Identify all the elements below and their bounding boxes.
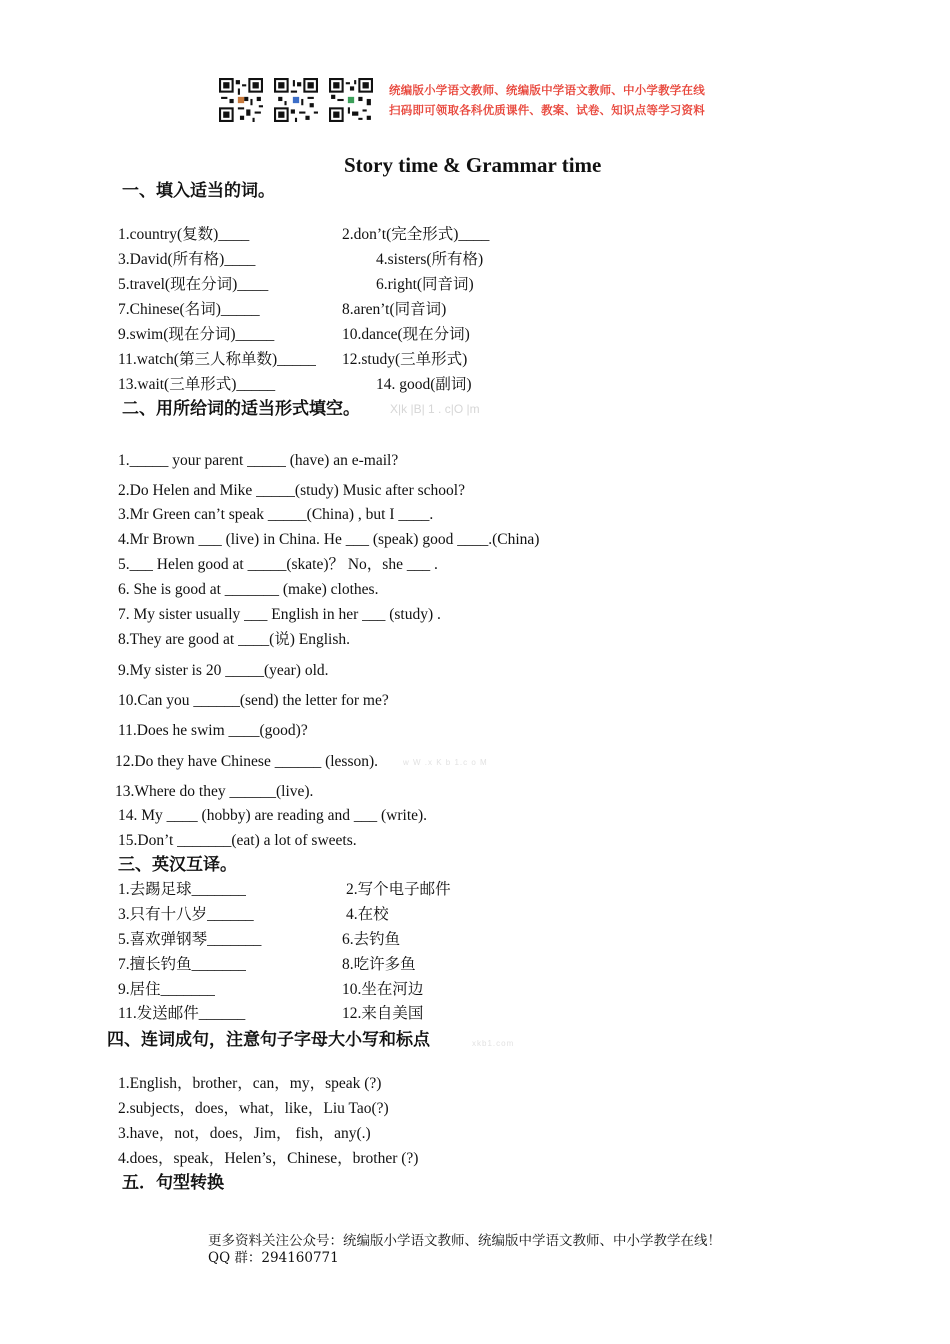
section-4-heading: 四、连词成句，注意句子字母大小写和标点 [107,1030,430,1050]
list-item: 4.does，speak，Helen’s，Chinese，brother (?) [118,1150,419,1167]
qr-code-icon [329,78,373,122]
list-item: 5.travel(现在分词)____ [118,276,269,293]
list-item: 8.aren’t(同音词) [342,301,447,318]
list-item: 3.have，not，does，Jim， fish，any(.) [118,1125,371,1142]
list-item: 1.country(复数)____ [118,226,250,243]
list-item: 11.watch(第三人称单数)_____ [118,351,316,368]
list-item: 10.Can you ______(send) the letter for me? [118,692,389,709]
list-item: 10.坐在河边 [342,981,424,998]
watermark: w W .x K b 1.c o M [403,758,488,767]
list-item: 2.don’t(完全形式)____ [342,226,490,243]
list-item: 14. My ____ (hobby) are reading and ___ (write). [118,807,428,824]
list-item: 1.去踢足球_______ [118,881,246,898]
list-item: 7.擅长钓鱼_______ [118,956,246,973]
banner-line-1: 统编版小学语文教师、统编版中学语文教师、中小学教学在线 [389,83,705,97]
list-item: 10.dance(现在分词) [342,326,470,343]
list-item: 5.喜欢弹钢琴_______ [118,931,262,948]
list-item: 1.English，brother，can，my，speak (?) [118,1075,382,1092]
list-item: 9.My sister is 20 _____(year) old. [118,662,329,679]
section-3-heading: 三、英汉互译。 [118,855,237,875]
list-item: 3.Mr Green can’t speak _____(China) , but I ____. [118,506,434,523]
list-item: 5.___ Helen good at _____(skate)？ No，she ___ . [118,556,438,573]
page-title: Story time & Grammar time [344,153,602,177]
list-item: 14. good(副词) [376,376,472,393]
list-item: 1._____ your parent _____ (have) an e-mail? [118,452,399,469]
list-item: 12.Do they have Chinese ______ (lesson). [115,753,379,770]
list-item: 6.right(同音词) [376,276,474,293]
list-item: 9.居住_______ [118,981,215,998]
section-2-heading: 二、用所给词的适当形式填空。 [122,399,360,419]
list-item: 9.swim(现在分词)_____ [118,326,275,343]
list-item: 7. My sister usually ___ English in her ___ (study) . [118,606,441,623]
list-item: 15.Don’t _______(eat) a lot of sweets. [118,832,357,849]
footer-line-2: QQ 群：294160771 [208,1250,339,1266]
list-item: 11.Does he swim ____(good)? [118,722,308,739]
list-item: 11.发送邮件______ [118,1005,246,1022]
list-item: 8.吃许多鱼 [342,956,416,973]
banner-line-2: 扫码即可领取各科优质课件、教案、试卷、知识点等学习资料 [389,103,705,117]
section-5-heading: 五．句型转换 [122,1173,224,1193]
footer-line-1: 更多资料关注公众号：统编版小学语文教师、统编版中学语文教师、中小学教学在线！ [208,1233,721,1249]
watermark: xkb1.com [472,1039,515,1048]
list-item: 2.写个电子邮件 [346,881,451,898]
list-item: 13.wait(三单形式)_____ [118,376,276,393]
qr-code-icon [219,78,263,122]
list-item: 2.Do Helen and Mike _____(study) Music after school? [118,482,465,499]
list-item: 4.sisters(所有格) [376,251,484,268]
list-item: 4.Mr Brown ___ (live) in China. He ___ (speak) good ____.(China) [118,531,540,548]
list-item: 3.David(所有格)____ [118,251,256,268]
qr-code-icon [274,78,318,122]
list-item: 12.study(三单形式) [342,351,468,368]
list-item: 6.去钓鱼 [342,931,401,948]
list-item: 8.They are good at ____(说) English. [118,631,351,648]
watermark: X|k |B| 1 . c|O |m [390,402,480,416]
list-item: 4.在校 [346,906,389,923]
list-item: 6. She is good at _______ (make) clothes. [118,581,379,598]
list-item: 3.只有十八岁______ [118,906,254,923]
list-item: 13.Where do they ______(live). [115,783,314,800]
list-item: 2.subjects，does，what，like，Liu Tao(?) [118,1100,389,1117]
list-item: 7.Chinese(名词)_____ [118,301,260,318]
list-item: 12.来自美国 [342,1005,424,1022]
section-1-heading: 一、填入适当的词。 [122,181,275,201]
